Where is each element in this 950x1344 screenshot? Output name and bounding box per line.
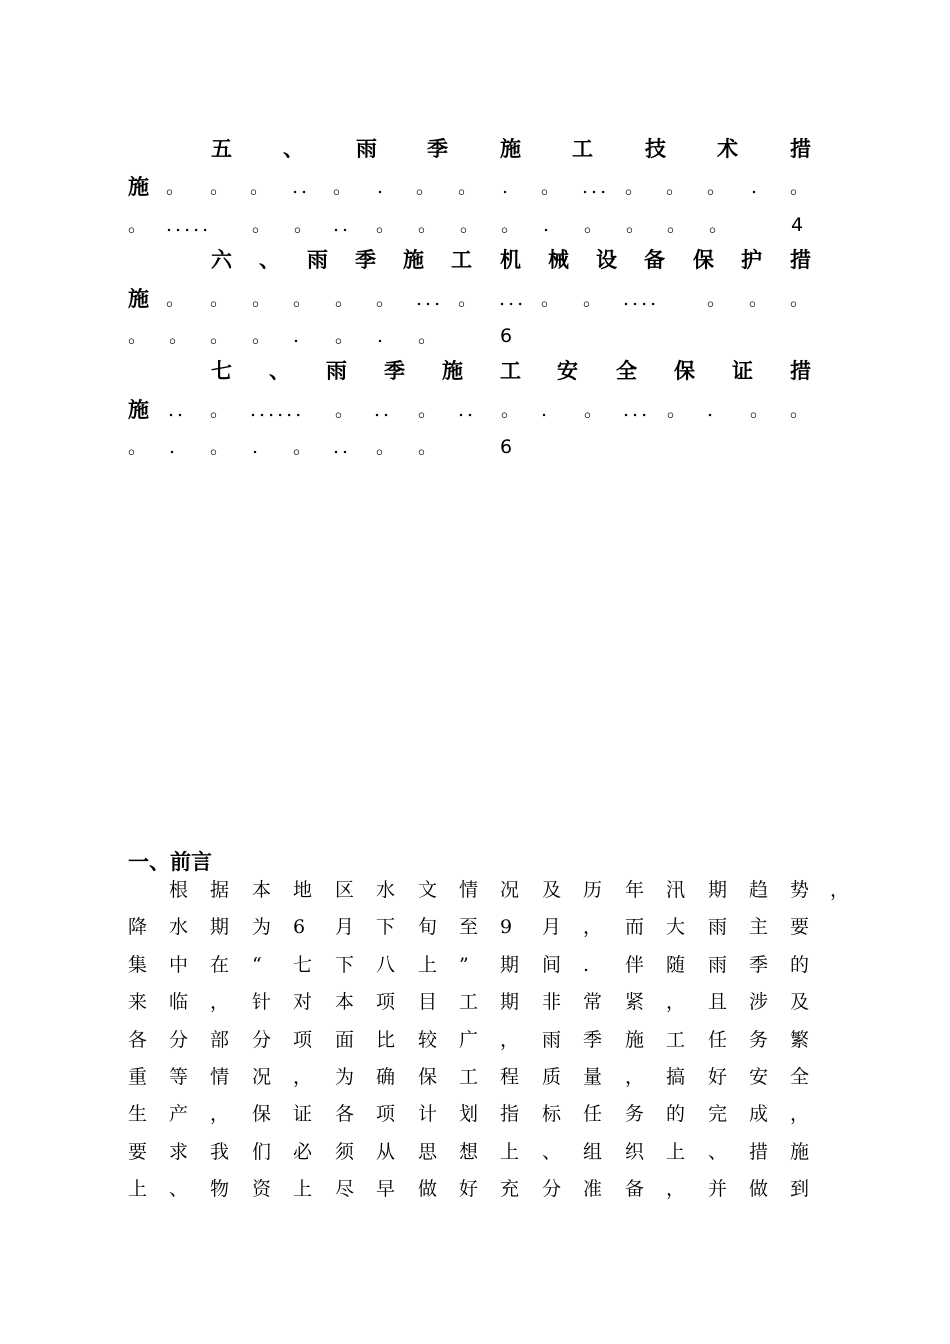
toc-glyph: 、	[283, 136, 304, 161]
toc-leader: .....	[166, 214, 212, 236]
body-glyph: 期	[210, 916, 230, 938]
toc-glyph: 季	[355, 247, 376, 272]
body-glyph: 势	[790, 879, 810, 901]
body-glyph: 产	[169, 1103, 189, 1125]
toc-leader: .	[293, 325, 303, 347]
body-glyph: ，	[625, 1066, 645, 1088]
body-glyph: 期	[500, 991, 520, 1013]
body-glyph: 措	[749, 1141, 769, 1163]
toc-leader: 。	[460, 214, 483, 236]
toc-leader: .	[541, 399, 551, 421]
toc-leader: ...	[623, 399, 651, 421]
toc-leader: 。	[418, 214, 441, 236]
toc-leader: 。	[709, 214, 732, 236]
toc-leader: ......	[250, 399, 305, 421]
body-glyph: 任	[708, 1029, 728, 1051]
body-glyph: 据	[210, 879, 230, 901]
body-glyph: ，	[210, 1103, 230, 1125]
body-glyph: 9	[500, 916, 513, 938]
body-glyph: 水	[376, 879, 396, 901]
body-glyph: 计	[418, 1103, 438, 1125]
toc-leader: 。	[210, 399, 233, 421]
toc-leader: 。	[458, 288, 481, 310]
toc-glyph: 措	[790, 247, 811, 272]
body-glyph: 雨	[542, 1029, 562, 1051]
body-glyph: 生	[128, 1103, 148, 1125]
body-glyph: 水	[169, 916, 189, 938]
body-glyph: 季	[583, 1029, 603, 1051]
body-glyph: 目	[418, 991, 438, 1013]
body-glyph: 、	[708, 1141, 728, 1163]
toc-leader: 。	[667, 214, 690, 236]
body-glyph: 间	[542, 954, 562, 976]
toc-leader: .	[751, 176, 761, 198]
body-glyph: 临	[169, 991, 189, 1013]
toc-leader: 。	[458, 176, 481, 198]
body-glyph: 雨	[708, 954, 728, 976]
body-glyph: 分	[252, 1029, 272, 1051]
body-glyph: 月	[542, 916, 562, 938]
body-glyph: 工	[666, 1029, 686, 1051]
toc-leader: 。	[335, 288, 358, 310]
toc-leader: 。	[376, 288, 399, 310]
body-glyph: 项	[376, 1103, 396, 1125]
toc-leader: ..	[374, 399, 393, 421]
toc-leader: ..	[168, 399, 187, 421]
toc-leader: .	[543, 214, 553, 236]
toc-glyph: 设	[596, 247, 617, 272]
toc-glyph: 机	[500, 247, 521, 272]
toc-glyph: 施	[128, 286, 149, 311]
body-glyph: 安	[749, 1066, 769, 1088]
body-glyph: 保	[418, 1066, 438, 1088]
body-glyph: 确	[376, 1066, 396, 1088]
body-glyph: 根	[169, 879, 189, 901]
toc-glyph: 工	[500, 358, 521, 383]
toc-leader: 。	[210, 176, 233, 198]
body-glyph: 下	[376, 916, 396, 938]
body-glyph: 务	[625, 1103, 645, 1125]
toc-leader: 。	[625, 176, 648, 198]
body-glyph: 来	[128, 991, 148, 1013]
toc-leader: .	[707, 399, 717, 421]
toc-leader: .	[377, 176, 387, 198]
body-glyph: 并	[708, 1178, 728, 1200]
toc-glyph: 施	[442, 358, 463, 383]
toc-leader: .	[377, 325, 387, 347]
toc-leader: 。	[293, 436, 316, 458]
toc-leader: 。	[790, 176, 813, 198]
body-glyph: 情	[210, 1066, 230, 1088]
body-glyph: ，	[583, 916, 603, 938]
toc-leader: 。	[541, 288, 564, 310]
body-glyph: 分	[169, 1029, 189, 1051]
body-glyph: 要	[790, 916, 810, 938]
body-glyph: 期	[500, 954, 520, 976]
toc-page-number: 6	[500, 436, 513, 458]
body-glyph: 集	[128, 954, 148, 976]
body-glyph: ，	[210, 991, 230, 1013]
body-glyph: 涉	[749, 991, 769, 1013]
toc-glyph: 保	[693, 247, 714, 272]
body-glyph: 地	[293, 879, 313, 901]
body-glyph: 主	[749, 916, 769, 938]
body-glyph: 织	[625, 1141, 645, 1163]
body-glyph: 上	[500, 1141, 520, 1163]
body-glyph: 成	[749, 1103, 769, 1125]
body-glyph: 文	[418, 879, 438, 901]
body-glyph: 对	[293, 991, 313, 1013]
body-glyph: 质	[542, 1066, 562, 1088]
body-glyph: “	[252, 954, 262, 976]
body-glyph: 、	[542, 1141, 562, 1163]
body-glyph: 必	[293, 1141, 313, 1163]
body-glyph: 好	[459, 1178, 479, 1200]
body-glyph: 项	[293, 1029, 313, 1051]
body-glyph: 们	[252, 1141, 272, 1163]
toc-leader: 。	[128, 214, 151, 236]
body-glyph: 上	[128, 1178, 148, 1200]
body-glyph: 各	[335, 1103, 355, 1125]
body-glyph: 下	[335, 954, 355, 976]
body-glyph: 项	[376, 991, 396, 1013]
toc-leader: .	[502, 176, 512, 198]
body-glyph: 好	[708, 1066, 728, 1088]
body-glyph: 6	[293, 916, 306, 938]
body-glyph: 本	[252, 879, 272, 901]
toc-glyph: 季	[384, 358, 405, 383]
body-glyph: 较	[418, 1029, 438, 1051]
body-glyph: ，	[500, 1029, 520, 1051]
toc-leader: ..	[333, 214, 352, 236]
body-glyph: 、	[169, 1178, 189, 1200]
body-glyph: 等	[169, 1066, 189, 1088]
body-glyph: 大	[666, 916, 686, 938]
toc-leader: 。	[541, 176, 564, 198]
toc-leader: 。	[250, 176, 273, 198]
toc-leader: 。	[128, 325, 151, 347]
body-glyph: 季	[749, 954, 769, 976]
body-glyph: 八	[376, 954, 396, 976]
body-glyph: .	[583, 954, 590, 976]
body-glyph: 随	[666, 954, 686, 976]
body-glyph: 的	[666, 1103, 686, 1125]
toc-glyph: 证	[732, 358, 753, 383]
body-glyph: 且	[708, 991, 728, 1013]
body-glyph: 非	[542, 991, 562, 1013]
body-glyph: 比	[376, 1029, 396, 1051]
body-glyph: 须	[335, 1141, 355, 1163]
body-glyph: ，	[830, 879, 850, 901]
body-glyph: 月	[335, 916, 355, 938]
toc-glyph: 、	[269, 358, 290, 383]
toc-glyph: 工	[572, 136, 593, 161]
body-glyph: ，	[293, 1066, 313, 1088]
body-glyph: 做	[418, 1178, 438, 1200]
toc-glyph: 技	[645, 136, 666, 161]
toc-leader: ...	[416, 288, 444, 310]
body-glyph: 广	[459, 1029, 479, 1051]
toc-leader: 。	[166, 176, 189, 198]
toc-leader: 。	[376, 436, 399, 458]
toc-leader: 。	[790, 399, 813, 421]
body-glyph: 施	[625, 1029, 645, 1051]
body-glyph: 物	[210, 1178, 230, 1200]
toc-leader: 。	[790, 288, 813, 310]
body-glyph: 上	[293, 1178, 313, 1200]
toc-glyph: 施	[403, 247, 424, 272]
toc-glyph: 施	[500, 136, 521, 161]
body-glyph: 面	[335, 1029, 355, 1051]
toc-leader: 。	[749, 288, 772, 310]
body-glyph: 备	[625, 1178, 645, 1200]
toc-glyph: 、	[259, 247, 280, 272]
toc-leader: 。	[376, 214, 399, 236]
body-glyph: 资	[252, 1178, 272, 1200]
toc-glyph: 护	[741, 247, 762, 272]
toc-glyph: 七	[211, 358, 232, 383]
toc-glyph: 械	[548, 247, 569, 272]
toc-leader: 。	[335, 399, 358, 421]
body-glyph: 为	[335, 1066, 355, 1088]
toc-leader: ...	[499, 288, 527, 310]
toc-leader: 。	[169, 325, 192, 347]
body-glyph: 降	[128, 916, 148, 938]
body-glyph: 保	[252, 1103, 272, 1125]
toc-leader: 。	[584, 399, 607, 421]
section-heading: 一、前言	[128, 849, 212, 874]
body-glyph: 上	[418, 954, 438, 976]
toc-leader: .	[169, 436, 179, 458]
body-glyph: 及	[790, 991, 810, 1013]
toc-leader: 。	[293, 288, 316, 310]
toc-leader: 。	[501, 399, 524, 421]
body-glyph: 的	[790, 954, 810, 976]
body-glyph: 充	[500, 1178, 520, 1200]
toc-glyph: 施	[128, 174, 149, 199]
body-glyph: 部	[210, 1029, 230, 1051]
toc-leader: 。	[128, 436, 151, 458]
toc-glyph: 季	[427, 136, 448, 161]
body-glyph: 程	[500, 1066, 520, 1088]
toc-leader: ..	[292, 176, 311, 198]
toc-leader: ....	[623, 288, 660, 310]
body-glyph: 期	[708, 879, 728, 901]
toc-leader: 。	[333, 176, 356, 198]
body-glyph: 分	[542, 1178, 562, 1200]
body-glyph: 我	[210, 1141, 230, 1163]
toc-glyph: 措	[790, 136, 811, 161]
body-glyph: 从	[376, 1141, 396, 1163]
toc-leader: 。	[210, 325, 233, 347]
body-glyph: ，	[666, 1178, 686, 1200]
toc-glyph: 六	[211, 247, 232, 272]
body-glyph: 雨	[708, 916, 728, 938]
body-glyph: 施	[790, 1141, 810, 1163]
toc-leader: 。	[750, 399, 773, 421]
toc-leader: ...	[582, 176, 610, 198]
toc-glyph: 备	[644, 247, 665, 272]
toc-leader: 。	[252, 214, 275, 236]
toc-glyph: 全	[616, 358, 637, 383]
body-glyph: 搞	[666, 1066, 686, 1088]
body-glyph: 准	[583, 1178, 603, 1200]
toc-leader: .	[252, 436, 262, 458]
body-glyph: 完	[708, 1103, 728, 1125]
body-glyph: 上	[666, 1141, 686, 1163]
toc-leader: 。	[252, 325, 275, 347]
toc-leader: 。	[707, 288, 730, 310]
body-glyph: 想	[459, 1141, 479, 1163]
body-glyph: 繁	[790, 1029, 810, 1051]
toc-leader: 。	[584, 214, 607, 236]
toc-glyph: 措	[790, 358, 811, 383]
body-glyph: 中	[169, 954, 189, 976]
toc-page-number: 6	[500, 325, 513, 347]
body-glyph: 组	[583, 1141, 603, 1163]
body-glyph: 思	[418, 1141, 438, 1163]
body-glyph: 本	[335, 991, 355, 1013]
toc-leader: 。	[418, 399, 441, 421]
body-glyph: 量	[583, 1066, 603, 1088]
toc-glyph: 保	[674, 358, 695, 383]
toc-glyph: 工	[451, 247, 472, 272]
body-glyph: 指	[500, 1103, 520, 1125]
toc-leader: 。	[501, 214, 524, 236]
toc-leader: 。	[707, 176, 730, 198]
body-glyph: 七	[293, 954, 313, 976]
body-glyph: ”	[459, 954, 469, 976]
body-glyph: 尽	[335, 1178, 355, 1200]
toc-leader: 。	[626, 214, 649, 236]
body-glyph: 任	[583, 1103, 603, 1125]
toc-glyph: 雨	[356, 136, 377, 161]
toc-page-number: 4	[791, 214, 804, 236]
toc-leader: 。	[418, 436, 441, 458]
body-glyph: ，	[790, 1103, 810, 1125]
body-glyph: 情	[459, 879, 479, 901]
body-glyph: 求	[169, 1141, 189, 1163]
toc-leader: 。	[294, 214, 317, 236]
body-glyph: 紧	[625, 991, 645, 1013]
body-glyph: ，	[666, 991, 686, 1013]
body-glyph: 而	[625, 916, 645, 938]
body-glyph: 在	[210, 954, 230, 976]
body-glyph: 务	[749, 1029, 769, 1051]
body-glyph: 为	[252, 916, 272, 938]
body-glyph: 到	[790, 1178, 810, 1200]
toc-leader: 。	[166, 288, 189, 310]
body-glyph: 况	[252, 1066, 272, 1088]
body-glyph: 各	[128, 1029, 148, 1051]
toc-leader: 。	[583, 288, 606, 310]
toc-glyph: 术	[717, 136, 738, 161]
body-glyph: 伴	[625, 954, 645, 976]
toc-glyph: 施	[128, 397, 149, 422]
body-glyph: 历	[583, 879, 603, 901]
toc-glyph: 安	[557, 358, 578, 383]
body-glyph: 汛	[666, 879, 686, 901]
body-glyph: 划	[459, 1103, 479, 1125]
body-glyph: 趋	[749, 879, 769, 901]
toc-leader: 。	[666, 176, 689, 198]
toc-leader: 。	[335, 325, 358, 347]
toc-leader: 。	[418, 325, 441, 347]
toc-leader: 。	[210, 436, 233, 458]
toc-glyph: 五	[211, 136, 232, 161]
body-glyph: 区	[335, 879, 355, 901]
toc-glyph: 雨	[307, 247, 328, 272]
body-glyph: 年	[625, 879, 645, 901]
body-glyph: 工	[459, 991, 479, 1013]
body-glyph: 重	[128, 1066, 148, 1088]
body-glyph: 做	[749, 1178, 769, 1200]
toc-leader: 。	[252, 288, 275, 310]
toc-leader: ..	[333, 436, 352, 458]
toc-leader: 。	[667, 399, 690, 421]
toc-leader: 。	[210, 288, 233, 310]
body-glyph: 至	[459, 916, 479, 938]
body-glyph: 针	[252, 991, 272, 1013]
body-glyph: 早	[376, 1178, 396, 1200]
body-glyph: 工	[459, 1066, 479, 1088]
body-glyph: 常	[583, 991, 603, 1013]
body-glyph: 况	[500, 879, 520, 901]
toc-leader: 。	[416, 176, 439, 198]
body-glyph: 全	[790, 1066, 810, 1088]
body-glyph: 及	[542, 879, 562, 901]
toc-leader: ..	[458, 399, 477, 421]
body-glyph: 旬	[418, 916, 438, 938]
body-glyph: 要	[128, 1141, 148, 1163]
toc-glyph: 雨	[326, 358, 347, 383]
body-glyph: 标	[542, 1103, 562, 1125]
body-glyph: 证	[293, 1103, 313, 1125]
